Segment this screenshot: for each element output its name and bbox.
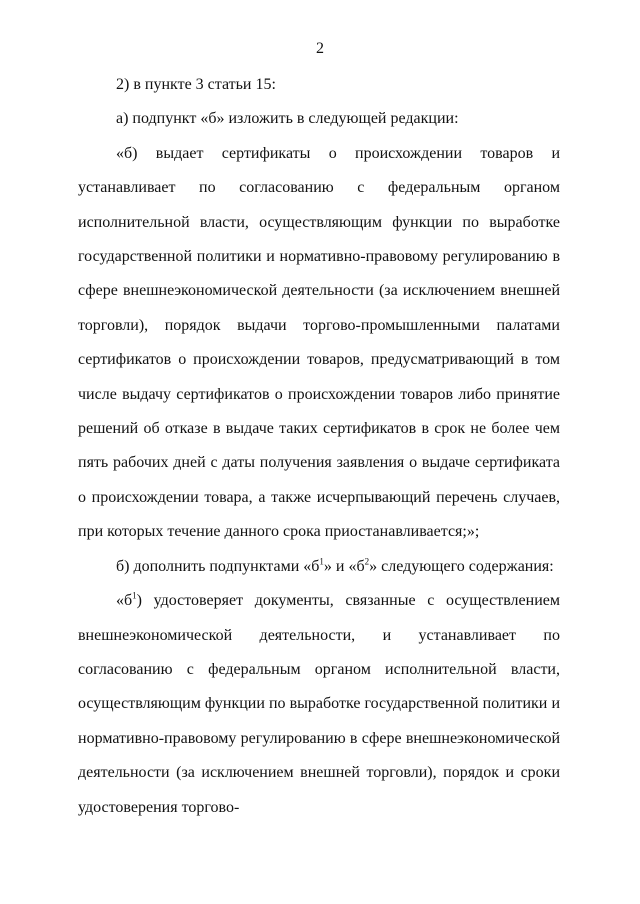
item-b-superscript-2: 2 [364, 556, 370, 567]
paragraph-b1-superscript: 1 [132, 590, 137, 601]
item-b-superscript-1: 1 [319, 556, 324, 567]
paragraph-b-text: «б) выдает сертификаты о происхождении товаров и устанавливает по согласованию с федеральным органом исполнительной власти, осуществляющим функции по выработке государственной политики и нормативно-правовому регулированию в сфере внешнеэкономической деятельности (за исключением внешней торговли), порядок выдачи торгово-промышленными палатами сертификатов о происхождении товаров, предусматривающий в том числе выдачу сертификатов о происхождении товаров либо принятие решений об отказе в выдаче таких сертификатов в срок не более чем пять рабочих дней с даты получения заявления о выдаче сертификата о происхождении товара, а также исчерпывающий перечень случаев, при которых течение данного срока приостанавливается;»; [78, 144, 560, 541]
page-number: 2 [316, 40, 324, 57]
paragraph-b1-text [78, 584, 560, 825]
item-b-prefix: б) дополнить подпунктами «б [116, 557, 320, 575]
item-b-heading [78, 550, 560, 584]
item-a-heading: а) подпункт «б» изложить в следующей редакции: [116, 110, 459, 128]
paragraph-b1-body: ) удостоверяет документы, связанные с осуществлением внешнеэкономической деятельности, и устанавливает по согласованию с федеральным органом исполнительной власти, осуществляющим функции по выработке государственной политики и нормативно-правовому регулированию в сфере внешнеэкономической деятельности (за исключением внешней торговли), порядок и сроки удостоверения торгово- [78, 592, 560, 816]
document-body [78, 68, 560, 825]
item-b-middle: » и «б [323, 557, 365, 575]
item-2-heading: 2) в пункте 3 статьи 15: [116, 76, 276, 93]
paragraph-b1-prefix: «б [116, 592, 133, 610]
item-b-suffix: » следующего содержания: [369, 557, 554, 575]
